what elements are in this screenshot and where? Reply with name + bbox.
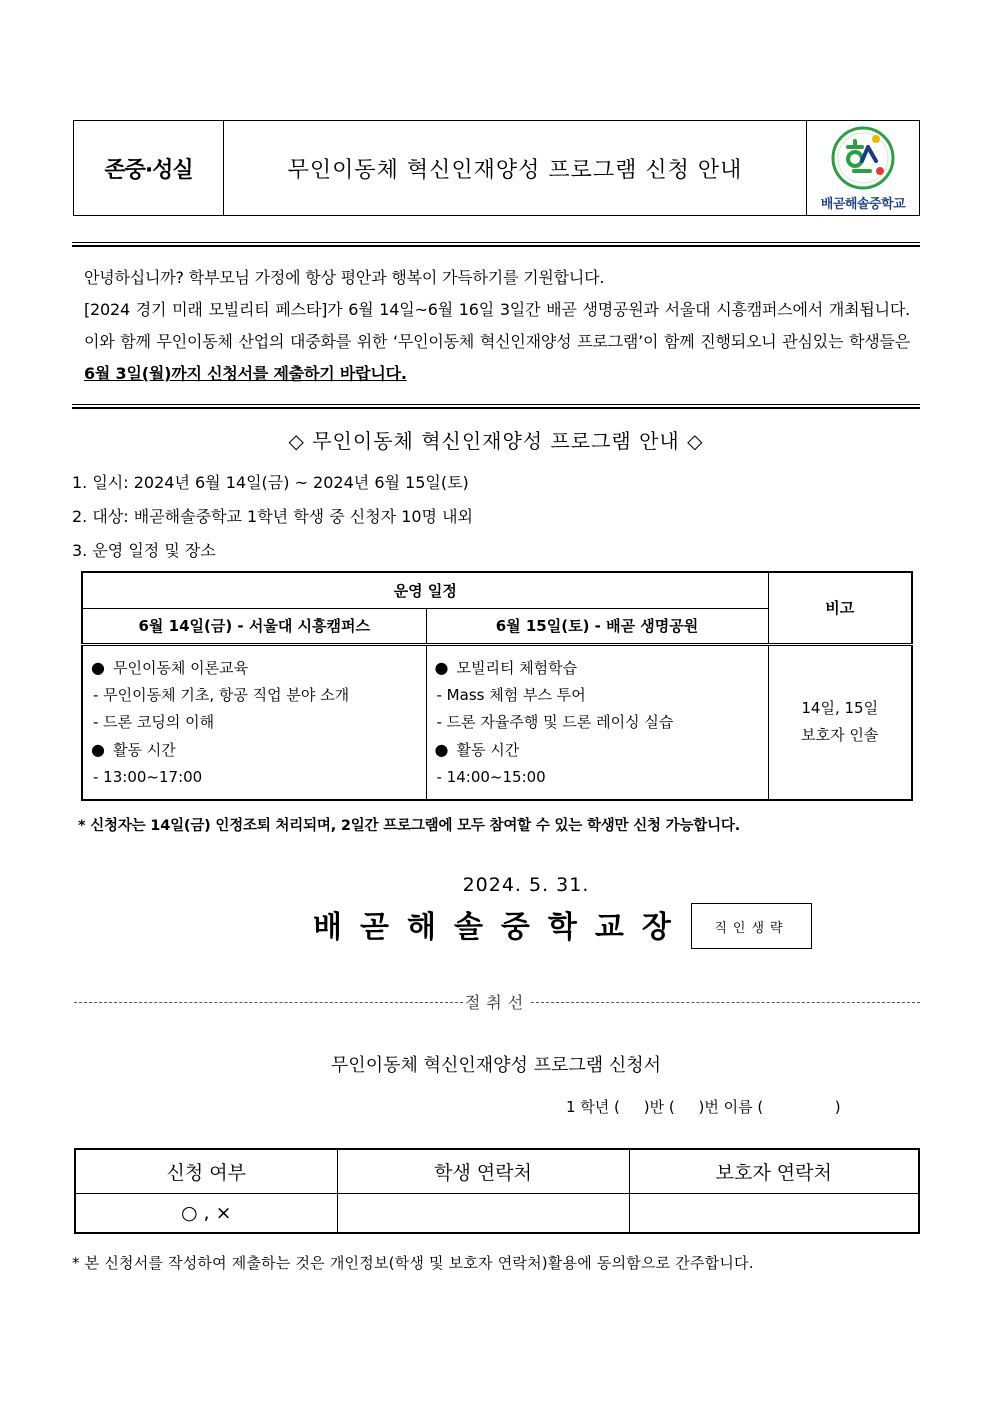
guardian-contact-header: 보호자 연락처 [629, 1149, 919, 1193]
day2-detail-1: - Mass 체험 부스 투어 [436, 685, 586, 704]
note-line-1: 14일, 15일 [801, 699, 879, 717]
application-table [74, 1148, 920, 1234]
schedule-table [81, 571, 913, 801]
student-contact-header: 학생 연락처 [337, 1149, 629, 1193]
day1-detail-2: - 드론 코딩의 이해 [93, 712, 215, 731]
info-list [72, 466, 473, 568]
list-item: 1. 일시: 2024년 6월 14일(금) ~ 2024년 6월 15일(토) [72, 473, 469, 492]
day1-time: - 13:00~17:00 [93, 767, 203, 786]
school-logo [806, 121, 919, 215]
cut-line [74, 990, 920, 1013]
day2-bullet-1: ● 모빌리티 체험학습 [435, 654, 760, 682]
form-title: 무인이동체 혁신인재양성 프로그램 신청서 [330, 1055, 662, 1076]
note-header: 비고 [768, 572, 912, 644]
schedule-header: 운영 일정 [82, 572, 768, 608]
list-item: 2. 대상: 배곧해솔중학교 1학년 학생 중 신청자 10명 내외 [72, 507, 474, 526]
section-title: ◇ 무인이동체 혁신인재양성 프로그램 안내 ◇ [288, 429, 704, 453]
school-logo-text: 배곧해솔중학교 [820, 196, 906, 212]
day2-details [426, 644, 768, 800]
apply-status-header: 신청 여부 [75, 1149, 337, 1193]
deadline-text: 6월 3일(월)까지 신청서를 제출하기 바랍니다. [84, 364, 407, 383]
day1-details [82, 644, 426, 800]
student-contact-field[interactable] [337, 1193, 629, 1233]
principal-signature: 배곧해솔중학교장 [313, 910, 689, 945]
bottom-divider [72, 404, 920, 409]
cut-line-label: 절취선 [464, 993, 530, 1012]
day2-time: - 14:00~15:00 [436, 767, 546, 786]
day2-header: 6월 15일(토) - 배곧 생명공원 [426, 608, 768, 644]
note-cell [768, 644, 912, 800]
intro-body-text: [2024 경기 미래 모빌리티 페스타]가 6월 14일~6월 16일 3일간 배곧 생명공원과 서울대 시흥캠퍼스에서 개최됩니다. 이와 함께 무인이동체 산업의 대중화를 위한 ‘무인이동체 혁신인재양성 프로그램’이 함께 진행되오니 관심있는 학생들은 [84, 300, 910, 351]
list-item: 3. 운영 일정 및 장소 [72, 541, 216, 560]
top-divider [72, 242, 920, 247]
header-box [73, 120, 920, 216]
day1-bullet-1: ● 무인이동체 이론교육 [91, 654, 418, 682]
day2-detail-2: - 드론 자율주행 및 드론 레이싱 실습 [436, 712, 674, 731]
day1-header: 6월 14일(금) - 서울대 시흥캠퍼스 [82, 608, 426, 644]
intro-body [84, 294, 910, 390]
guardian-contact-field[interactable] [629, 1193, 919, 1233]
participation-notice: * 신청자는 14일(금) 인정조퇴 처리되며, 2일간 프로그램에 모두 참여할 수 있는 학생만 신청 가능합니다. [78, 818, 741, 834]
school-emblem-icon [830, 125, 896, 191]
note-line-2: 보호자 인솔 [801, 726, 879, 744]
cut-line-dashes-right [531, 1002, 920, 1003]
day2-bullet-2: ● 활동 시간 [435, 736, 760, 764]
student-info-line[interactable]: 1 학년 ( )반 ( )번 이름 ( ) [566, 1098, 841, 1116]
apply-status-choice[interactable]: ○ , × [75, 1193, 337, 1233]
day1-detail-1: - 무인이동체 기초, 항공 직업 분야 소개 [93, 685, 350, 704]
school-motto: 존중·성실 [74, 121, 224, 215]
privacy-notice: * 본 신청서를 작성하여 제출하는 것은 개인정보(학생 및 보호자 연락처)활용에 동의함으로 간주합니다. [72, 1254, 754, 1272]
greeting-text: 안녕하십니까? 학부모님 가정에 항상 평안과 행복이 가득하기를 기원합니다. [84, 268, 605, 287]
seal-box: 직인생략 [691, 903, 812, 949]
document-title: 무인이동체 혁신인재양성 프로그램 신청 안내 [287, 157, 743, 183]
cut-line-dashes-left [74, 1002, 463, 1003]
issue-date: 2024. 5. 31. [462, 874, 590, 896]
intro-paragraph [84, 262, 910, 390]
day1-bullet-2: ● 활동 시간 [91, 736, 418, 764]
